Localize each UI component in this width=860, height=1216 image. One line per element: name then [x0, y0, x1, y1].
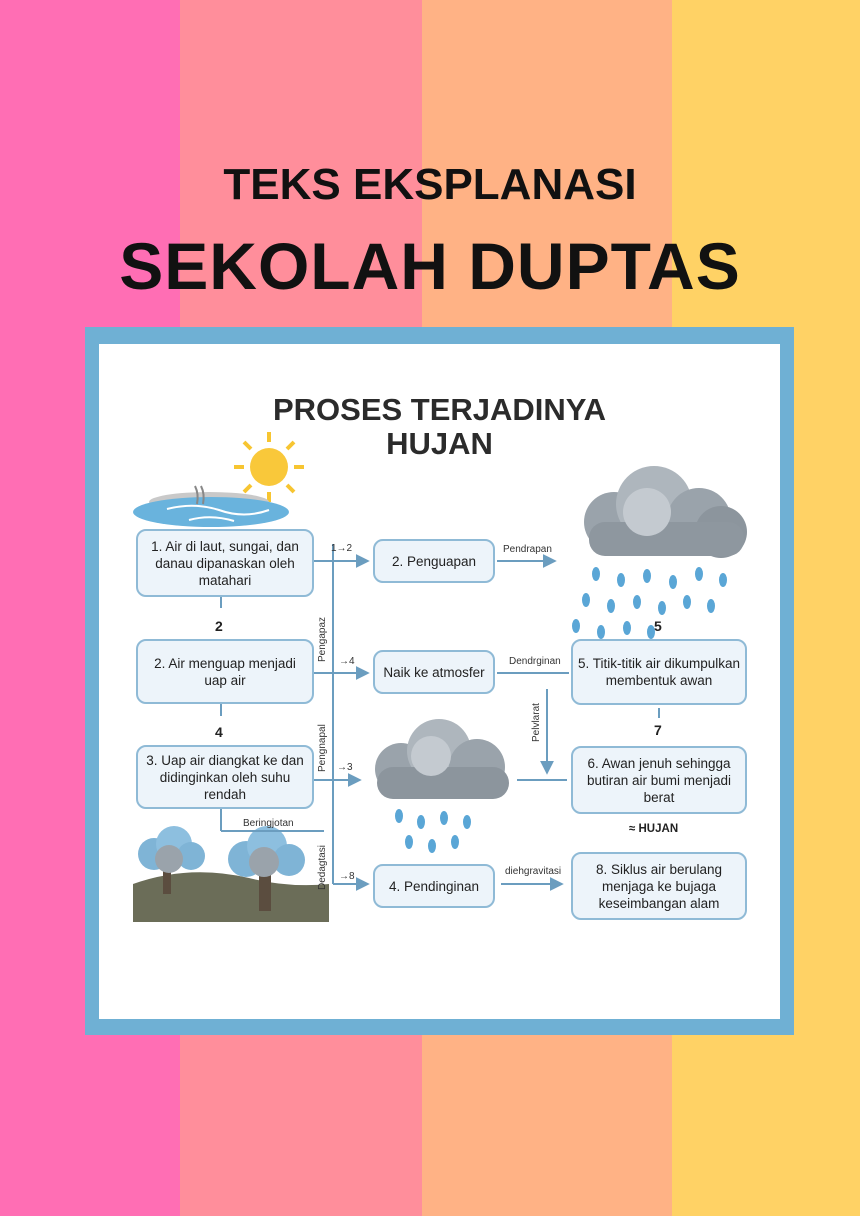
step-box-atmosfer: Naik ke atmosfer — [373, 650, 495, 694]
poster — [99, 344, 780, 1019]
step-number: 7 — [654, 722, 662, 738]
lake-icon — [133, 486, 289, 527]
header-title: TEKS EKSPLANASI — [223, 160, 637, 209]
poster-title-line2: HUJAN — [386, 426, 493, 461]
rain-cloud-icon — [572, 466, 747, 639]
arrow-label: Dendrginan — [509, 656, 561, 667]
step-box-8: 8. Siklus air berulang menjaga ke bujaga keseimbangan alam — [571, 852, 747, 920]
arrow-label: Beringjotan — [243, 818, 294, 829]
step-number: 5 — [654, 618, 662, 634]
step-box-1: 1. Air di laut, sungai, dan danau dipanaskan oleh matahari — [136, 529, 314, 597]
arrow-label: Pendrapan — [503, 544, 552, 555]
vertical-label: Pengnapal — [317, 724, 328, 772]
vertical-label: Pelvlarat — [531, 703, 542, 742]
header-subtitle: SEKOLAH DUPTAS — [119, 229, 741, 303]
step-number: 4 — [215, 724, 223, 740]
arrow-label: →3 — [337, 762, 353, 773]
step-box-6: 6. Awan jenuh sehingga butiran air bumi menjadi berat — [571, 746, 747, 814]
middle-cloud-icon — [375, 719, 509, 853]
step-box-pendinginan: 4. Pendinginan — [373, 864, 495, 908]
arrow-label: 1→2 — [331, 543, 353, 554]
step-box-3: 3. Uap air diangkat ke dan didinginkan oleh suhu rendah — [136, 745, 314, 809]
hujan-label: ≈ HUJAN — [629, 823, 679, 835]
arrow-label: →8 — [339, 871, 355, 882]
poster-frame — [85, 327, 794, 1035]
poster-title-line1: PROSES TERJADINYA — [272, 392, 607, 427]
step-box-2: 2. Air menguap menjadi uap air — [136, 639, 314, 704]
vertical-label: Dedagtasi — [317, 844, 328, 890]
arrow-label: diehgravitasi — [505, 866, 562, 877]
landscape-icon — [133, 826, 329, 922]
step-box-5: 5. Titik-titik air dikumpulkan membentuk awan — [571, 639, 747, 705]
step-number: 2 — [215, 618, 223, 634]
vertical-label: Pengapaz — [317, 616, 328, 662]
arrow-label: →4 — [339, 656, 355, 667]
step-box-penguapan: 2. Penguapan — [373, 539, 495, 583]
sun-icon — [234, 432, 304, 502]
